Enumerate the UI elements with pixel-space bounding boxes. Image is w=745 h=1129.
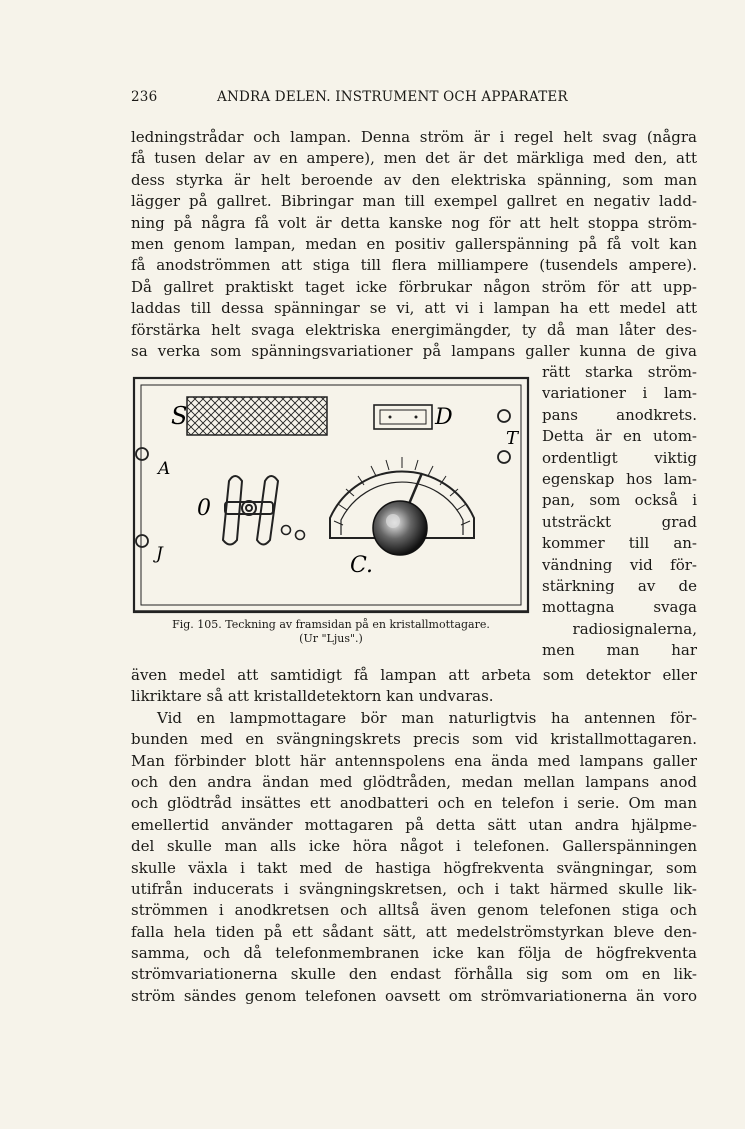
text-line: stärkning av de	[542, 576, 697, 595]
text-line: laddas till dessa spänningar se vi, att vi i lampan ha ett medel att	[131, 299, 697, 318]
terminal-t-lower	[498, 451, 510, 463]
page-number: 236	[131, 89, 158, 105]
text-line: men genom lampan, medan en positiv gallerspänning på få volt kan	[131, 234, 697, 253]
terminal-t-upper	[498, 410, 510, 422]
text-line: egenskap hos lam-	[542, 469, 697, 488]
text-line: Då gallret praktiskt taget icke förbrukar någon ström för att upp-	[131, 277, 697, 296]
text-line: sa verka som spänningsvariationer på lampans galler kunna de giva	[131, 341, 697, 360]
label-t: T	[506, 428, 519, 449]
text-line: utifrån inducerats i svängningskretsen, och i takt härmed skulle lik-	[131, 879, 697, 898]
text-line: mottagna svaga	[542, 598, 697, 617]
label-d: D	[435, 405, 453, 430]
dial-knob	[373, 501, 427, 555]
text-line: strömmen i anodkretsen och alltså även genom telefonen stiga och	[131, 901, 697, 920]
text-line: radiosignalerna,	[572, 619, 697, 638]
h-switch-dot	[282, 526, 291, 535]
figure-caption	[131, 618, 531, 646]
detector-box	[374, 405, 432, 429]
text-line: lägger på gallret. Bibringar man till exempel gallret en negativ ladd-	[131, 192, 697, 211]
text-line: kommer till an-	[542, 534, 697, 553]
caption-line-2: (Ur "Ljus".)	[299, 632, 363, 645]
top-paragraph	[131, 127, 697, 362]
text-line: dess styrka är helt beroende av den elektriska spänning, som man	[131, 170, 697, 189]
text-line: och den andra ändan med glödtråden, medan mellan lampans anod	[131, 772, 697, 791]
side-column-text	[542, 362, 697, 661]
text-line: Man förbinder blott här antennspolens ena ända med lampans galler	[131, 751, 697, 770]
text-line: men man har	[542, 641, 697, 660]
text-line: få anodströmmen att stiga till flera milliampere (tusendels ampere).	[131, 256, 697, 275]
text-line: Detta är en utom-	[542, 427, 697, 446]
text-line: strömvariationerna skulle den endast förhålla sig som om en lik-	[131, 965, 697, 984]
label-a: A	[158, 459, 171, 479]
text-line: ström sändes genom telefonen oavsett om strömvariationerna än voro	[131, 986, 697, 1005]
text-line: skulle växla i takt med de hastiga högfrekventa svängningar, som	[131, 858, 697, 877]
label-zero: 0	[197, 496, 211, 521]
text-line: samma, och då telefonmembranen icke kan följa de högfrekventa	[131, 944, 697, 963]
text-line: och glödtråd insättes ett anodbatteri och en telefon i serie. Om man	[131, 794, 697, 813]
text-line: rätt starka ström-	[542, 363, 697, 381]
tuning-dial	[330, 457, 474, 555]
text-line: förstärka helt svaga elektriska energimängder, ty då man låter des-	[131, 320, 697, 339]
terminal-j	[136, 535, 148, 547]
text-line: även medel att samtidigt få lampan att arbeta som detektor eller	[131, 666, 697, 684]
text-line: bunden med en svängningskrets precis som vid kristallmottagaren.	[131, 730, 697, 749]
coil-grid	[187, 397, 327, 435]
label-j: J	[156, 544, 163, 564]
text-line: variationer i lam-	[542, 384, 697, 403]
text-line: likriktare så att kristalldetektorn kan undvaras.	[131, 687, 494, 706]
text-line: emellertid använder mottagaren på detta sätt utan andra hjälpme-	[131, 815, 697, 834]
text-line: pans anodkrets.	[542, 405, 697, 424]
running-title: ANDRA DELEN. INSTRUMENT OCH APPARATER	[217, 89, 568, 105]
text-line: utsträckt grad	[542, 512, 697, 531]
label-c: C.	[350, 553, 374, 578]
terminal-o	[296, 531, 305, 540]
terminal-a	[136, 448, 148, 460]
text-line: ordentligt viktig	[542, 448, 697, 467]
text-line: Vid en lampmottagare bör man naturligtvis ha antennen för-	[157, 708, 697, 727]
figure-crystal-receiver	[131, 375, 531, 615]
text-line: del skulle man alls icke höra något i telefonen. Gallerspänningen	[131, 837, 697, 856]
text-line: ledningstrådar och lampan. Denna ström är i regel helt svag (några	[131, 128, 697, 146]
h-switch	[223, 476, 278, 545]
text-line: falla hela tiden på ett sådant sätt, att medelströmstyrkan bleve den-	[131, 922, 697, 941]
text-line: vändning vid för-	[542, 555, 697, 574]
text-line: pan, som också i	[542, 491, 697, 510]
label-s: S	[171, 402, 188, 430]
text-line: få tusen delar av en ampere), men det är det märkliga med den, att	[131, 149, 697, 168]
text-line: ning på några få volt är detta kanske nog för att helt stoppa ström-	[131, 213, 697, 232]
bottom-paragraphs	[131, 665, 697, 1007]
caption-line-1: Fig. 105. Teckning av framsidan på en kristallmottagare.	[172, 618, 490, 631]
